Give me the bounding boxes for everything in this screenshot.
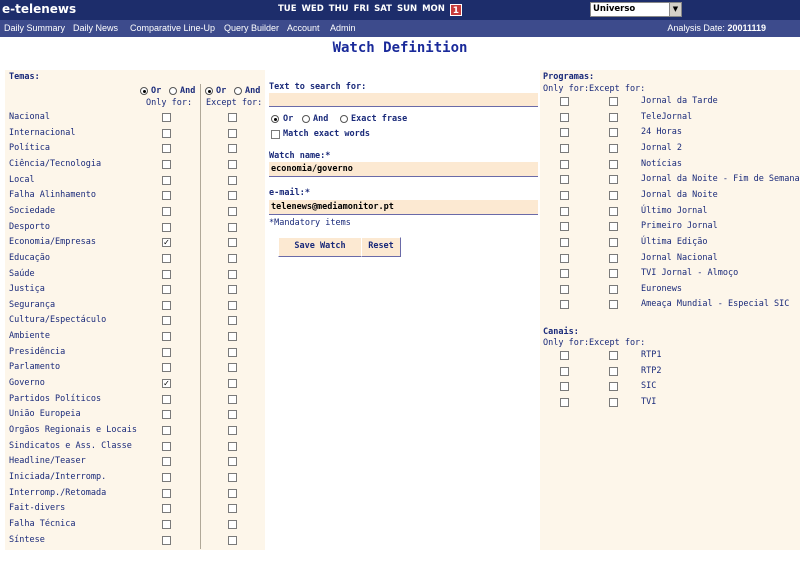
programa-label-jornal-nacional: Jornal Nacional <box>641 252 718 263</box>
programa-only-checkbox-ultimo-jornal[interactable] <box>560 207 569 216</box>
programas-heading: Programas: <box>543 72 595 82</box>
save-watch-button[interactable]: Save Watch <box>278 237 362 257</box>
programa-only-checkbox-euronews[interactable] <box>560 285 569 294</box>
programa-only-checkbox-24-horas[interactable] <box>560 128 569 137</box>
programa-except-checkbox-primeiro-jornal[interactable] <box>609 222 618 231</box>
tema-label-economia-empresas: Economia/Empresas <box>9 237 96 248</box>
top-bar <box>0 0 800 20</box>
tema-except-checkbox-politica[interactable] <box>228 144 237 153</box>
tema-only-checkbox-interromp-retomada[interactable] <box>162 489 171 498</box>
programa-except-checkbox-jornal-da-tarde[interactable] <box>609 97 618 106</box>
tema-except-checkbox-headline-teaser[interactable] <box>228 457 237 466</box>
tema-label-politica: Política <box>9 143 50 154</box>
tema-only-checkbox-headline-teaser[interactable] <box>162 457 171 466</box>
temas-only-and-radio[interactable] <box>169 87 177 95</box>
tema-label-headline-teaser: Headline/Teaser <box>9 456 86 467</box>
nav-query-builder[interactable]: Query Builder <box>224 23 280 33</box>
logo: e-telenews <box>2 2 77 16</box>
tema-except-checkbox-sintese[interactable] <box>228 536 237 545</box>
day-tue[interactable]: TUE <box>278 4 297 14</box>
programa-except-checkbox-tvi-jornal-almoco[interactable] <box>609 269 618 278</box>
email-input[interactable]: telenews@mediamonitor.pt <box>269 200 538 215</box>
programa-label-euronews: Euronews <box>641 283 682 294</box>
search-and-radio[interactable] <box>302 115 310 123</box>
temas-except-and-label: And <box>245 86 261 96</box>
canal-label-rtp2: RTP2 <box>641 365 662 376</box>
tema-label-justica: Justiça <box>9 284 45 295</box>
tema-label-uniao-europeia: União Europeia <box>9 409 81 420</box>
programa-label-telejornal: TeleJornal <box>641 111 693 122</box>
programa-label-jornal-2: Jornal 2 <box>641 142 682 153</box>
programa-except-checkbox-ultimo-jornal[interactable] <box>609 207 618 216</box>
tema-only-checkbox-nacional[interactable] <box>162 113 171 122</box>
tema-only-checkbox-uniao-europeia[interactable] <box>162 410 171 419</box>
canal-except-checkbox-rtp1[interactable] <box>609 351 618 360</box>
programa-only-checkbox-noticias[interactable] <box>560 160 569 169</box>
canal-only-checkbox-rtp1[interactable] <box>560 351 569 360</box>
programa-label-ultima-edicao: Última Edição <box>641 236 708 247</box>
programa-except-checkbox-euronews[interactable] <box>609 285 618 294</box>
temas-only-for-label: Only for: <box>146 98 193 108</box>
tema-label-interromp-retomada: Interromp./Retomada <box>9 487 107 498</box>
tema-label-ambiente: Ambiente <box>9 331 50 342</box>
tema-only-checkbox-iniciada-interromp[interactable] <box>162 473 171 482</box>
search-exact-radio[interactable] <box>340 115 348 123</box>
nav-admin[interactable]: Admin <box>330 23 356 33</box>
tema-label-falha-alinhamento: Falha Alinhamento <box>9 190 96 201</box>
programa-only-checkbox-tvi-jornal-almoco[interactable] <box>560 269 569 278</box>
tema-except-checkbox-fait-divers[interactable] <box>228 504 237 513</box>
programas-only-for-label: Only for: <box>543 84 590 94</box>
watch-name-label: Watch name:* <box>269 151 331 161</box>
programa-label-tvi-jornal-almoco: TVI Jornal - Almoço <box>641 268 739 279</box>
tema-except-checkbox-iniciada-interromp[interactable] <box>228 473 237 482</box>
canal-label-sic: SIC <box>641 381 657 392</box>
tema-except-checkbox-orgaos-regionais-e-locais[interactable] <box>228 426 237 435</box>
tema-label-iniciada-interromp: Iniciada/Interromp. <box>9 471 107 482</box>
tema-only-checkbox-sindicatos-e-ass-classe[interactable] <box>162 442 171 451</box>
programa-label-ameaca-mundial-especial-sic: Ameaça Mundial - Especial SIC <box>641 299 790 310</box>
tema-label-saude: Saúde <box>9 268 35 279</box>
mandatory-note: *Mandatory items <box>269 218 351 228</box>
temas-only-and-label: And <box>180 86 196 96</box>
tema-label-ciencia-tecnologia: Ciência/Tecnologia <box>9 158 102 169</box>
tema-only-checkbox-ambiente[interactable] <box>162 332 171 341</box>
tema-except-checkbox-ciencia-tecnologia[interactable] <box>228 160 237 169</box>
tema-except-checkbox-sindicatos-e-ass-classe[interactable] <box>228 442 237 451</box>
tema-only-checkbox-sociedade[interactable] <box>162 207 171 216</box>
universe-value: Universo <box>593 4 636 14</box>
tema-label-internacional: Internacional <box>9 127 76 138</box>
canal-label-rtp1: RTP1 <box>641 350 662 360</box>
temas-only-or-radio[interactable] <box>140 87 148 95</box>
tema-except-checkbox-falha-tecnica[interactable] <box>228 520 237 529</box>
canais-only-for-label: Only for: <box>543 338 590 348</box>
programa-except-checkbox-jornal-nacional[interactable] <box>609 254 618 263</box>
tema-except-checkbox-local[interactable] <box>228 176 237 185</box>
programa-label-jornal-da-tarde: Jornal da Tarde <box>641 96 718 106</box>
tema-only-checkbox-saude[interactable] <box>162 270 171 279</box>
calendar-icon[interactable]: 1 <box>450 4 462 16</box>
tema-label-nacional: Nacional <box>9 112 50 122</box>
tema-except-checkbox-saude[interactable] <box>228 270 237 279</box>
nav-comparative-lineup[interactable]: Comparative Line-Up <box>130 23 216 33</box>
tema-only-checkbox-fait-divers[interactable] <box>162 504 171 513</box>
tema-except-checkbox-justica[interactable] <box>228 285 237 294</box>
programa-except-checkbox-jornal-2[interactable] <box>609 144 618 153</box>
tema-only-checkbox-sintese[interactable] <box>162 536 171 545</box>
tema-label-sociedade: Sociedade <box>9 205 56 216</box>
canal-label-tvi: TVI <box>641 396 657 407</box>
programa-label-jornal-da-noite-fim-de-semana: Jornal da Noite - Fim de Semana <box>641 174 800 185</box>
tema-except-checkbox-uniao-europeia[interactable] <box>228 410 237 419</box>
programa-except-checkbox-noticias[interactable] <box>609 160 618 169</box>
programa-label-primeiro-jornal: Primeiro Jornal <box>641 221 718 232</box>
programa-only-checkbox-telejornal[interactable] <box>560 113 569 122</box>
tema-label-sintese: Síntese <box>9 534 45 545</box>
programas-except-for-label: Except for: <box>589 84 646 94</box>
programa-only-checkbox-jornal-nacional[interactable] <box>560 254 569 263</box>
canal-except-checkbox-rtp2[interactable] <box>609 367 618 376</box>
programa-only-checkbox-jornal-da-tarde[interactable] <box>560 97 569 106</box>
tema-label-local: Local <box>9 174 35 185</box>
nav-bar <box>0 20 800 37</box>
tema-only-checkbox-presidencia[interactable] <box>162 348 171 357</box>
nav-daily-news[interactable]: Daily News <box>73 23 119 33</box>
temas-only-or-label: Or <box>151 86 162 96</box>
analysis-date <box>667 23 766 33</box>
tema-only-checkbox-internacional[interactable] <box>162 129 171 138</box>
tema-label-sindicatos-e-ass-classe: Sindicatos e Ass. Classe <box>9 440 132 451</box>
tema-except-checkbox-ambiente[interactable] <box>228 332 237 341</box>
day-fri[interactable]: FRI <box>353 4 370 14</box>
text-search-input[interactable] <box>269 93 538 107</box>
tema-label-orgaos-regionais-e-locais: Orgãos Regionais e Locais <box>9 425 137 435</box>
tema-only-checkbox-justica[interactable] <box>162 285 171 294</box>
tema-label-partidos-politicos: Partidos Políticos <box>9 393 102 404</box>
canal-only-checkbox-sic[interactable] <box>560 382 569 391</box>
analysis-value: 20011119 <box>727 23 766 33</box>
tema-except-checkbox-partidos-politicos[interactable] <box>228 395 237 404</box>
nav-daily-summary[interactable]: Daily Summary <box>4 23 66 33</box>
tema-label-desporto: Desporto <box>9 221 50 232</box>
programa-label-jornal-da-noite: Jornal da Noite <box>641 189 718 200</box>
tema-except-checkbox-falha-alinhamento[interactable] <box>228 191 237 200</box>
tema-only-checkbox-falha-alinhamento[interactable] <box>162 191 171 200</box>
temas-except-and-radio[interactable] <box>234 87 242 95</box>
chevron-down-icon[interactable]: ▼ <box>669 3 681 16</box>
day-wed[interactable]: WED <box>301 4 324 14</box>
tema-except-checkbox-sociedade[interactable] <box>228 207 237 216</box>
programa-except-checkbox-jornal-da-noite-fim-de-semana[interactable] <box>609 175 618 184</box>
tema-label-falha-tecnica: Falha Técnica <box>9 518 76 529</box>
programa-only-checkbox-ultima-edicao[interactable] <box>560 238 569 247</box>
search-exact-label: Exact frase <box>351 114 408 124</box>
temas-divider <box>200 84 201 549</box>
tema-except-checkbox-interromp-retomada[interactable] <box>228 489 237 498</box>
tema-only-checkbox-falha-tecnica[interactable] <box>162 520 171 529</box>
programa-only-checkbox-jornal-da-noite[interactable] <box>560 191 569 200</box>
tema-except-checkbox-cultura-espectaculo[interactable] <box>228 316 237 325</box>
tema-label-cultura-espectaculo: Cultura/Espectáculo <box>9 315 107 326</box>
page-title: Watch Definition <box>332 40 468 56</box>
tema-except-checkbox-internacional[interactable] <box>228 129 237 138</box>
programa-only-checkbox-jornal-da-noite-fim-de-semana[interactable] <box>560 175 569 184</box>
programa-label-noticias: Notícias <box>641 158 682 169</box>
tema-except-checkbox-educacao[interactable] <box>228 254 237 263</box>
day-selector <box>278 4 467 16</box>
tema-label-fait-divers: Fait-divers <box>9 503 66 514</box>
tema-label-governo: Governo <box>9 378 45 389</box>
nav-account[interactable]: Account <box>287 23 320 33</box>
tema-label-educacao: Educação <box>9 252 50 263</box>
programa-except-checkbox-telejornal[interactable] <box>609 113 618 122</box>
programa-except-checkbox-ultima-edicao[interactable] <box>609 238 618 247</box>
tema-except-checkbox-presidencia[interactable] <box>228 348 237 357</box>
tema-only-checkbox-cultura-espectaculo[interactable] <box>162 316 171 325</box>
tema-only-checkbox-parlamento[interactable] <box>162 363 171 372</box>
day-thu[interactable]: THU <box>328 4 349 14</box>
temas-except-or-radio[interactable] <box>205 87 213 95</box>
tema-label-seguranca: Segurança <box>9 299 56 310</box>
day-sat[interactable]: SAT <box>374 4 392 14</box>
match-exact-checkbox[interactable] <box>271 130 280 139</box>
programa-only-checkbox-jornal-2[interactable] <box>560 144 569 153</box>
search-or-radio[interactable] <box>271 115 279 123</box>
canal-except-checkbox-tvi[interactable] <box>609 398 618 407</box>
programa-only-checkbox-primeiro-jornal[interactable] <box>560 222 569 231</box>
text-search-label: Text to search for: <box>269 82 367 92</box>
day-mon[interactable]: MON <box>422 4 445 14</box>
analysis-label: Analysis Date: <box>667 23 725 33</box>
tema-only-checkbox-politica[interactable] <box>162 144 171 153</box>
watch-name-input[interactable]: economia/governo <box>269 162 538 177</box>
tema-only-checkbox-orgaos-regionais-e-locais[interactable] <box>162 426 171 435</box>
tema-only-checkbox-partidos-politicos[interactable] <box>162 395 171 404</box>
tema-label-presidencia: Presidência <box>9 346 66 357</box>
tema-only-checkbox-desporto[interactable] <box>162 223 171 232</box>
tema-except-checkbox-parlamento[interactable] <box>228 363 237 372</box>
programa-except-checkbox-ameaca-mundial-especial-sic[interactable] <box>609 300 618 309</box>
tema-except-checkbox-seguranca[interactable] <box>228 301 237 310</box>
programa-only-checkbox-ameaca-mundial-especial-sic[interactable] <box>560 300 569 309</box>
tema-except-checkbox-nacional[interactable] <box>228 113 237 122</box>
programa-label-24-horas: 24 Horas <box>641 127 682 138</box>
tema-only-checkbox-educacao[interactable] <box>162 254 171 263</box>
canais-heading: Canais: <box>543 327 579 337</box>
tema-only-checkbox-seguranca[interactable] <box>162 301 171 310</box>
search-and-label: And <box>313 114 329 124</box>
programa-except-checkbox-jornal-da-noite[interactable] <box>609 191 618 200</box>
tema-only-checkbox-ciencia-tecnologia[interactable] <box>162 160 171 169</box>
search-or-label: Or <box>283 114 294 124</box>
tema-label-parlamento: Parlamento <box>9 362 61 373</box>
temas-except-for-label: Except for: <box>206 98 263 108</box>
temas-heading: Temas: <box>9 72 40 82</box>
tema-only-checkbox-governo[interactable]: ✓ <box>163 379 170 389</box>
programa-except-checkbox-24-horas[interactable] <box>609 128 618 137</box>
programa-label-ultimo-jornal: Último Jornal <box>641 205 708 216</box>
tema-except-checkbox-governo[interactable] <box>228 379 237 388</box>
canais-except-for-label: Except for: <box>589 338 646 348</box>
tema-except-checkbox-economia-empresas[interactable] <box>228 238 237 247</box>
reset-button[interactable]: Reset <box>361 237 401 257</box>
tema-only-checkbox-local[interactable] <box>162 176 171 185</box>
universe-select[interactable] <box>590 2 682 17</box>
temas-except-or-label: Or <box>216 86 227 96</box>
day-sun[interactable]: SUN <box>396 4 418 14</box>
match-exact-label: Match exact words <box>283 129 370 139</box>
email-label: e-mail:* <box>269 188 310 198</box>
canal-only-checkbox-rtp2[interactable] <box>560 367 569 376</box>
canal-only-checkbox-tvi[interactable] <box>560 398 569 407</box>
tema-only-checkbox-economia-empresas[interactable]: ✓ <box>163 238 170 248</box>
canal-except-checkbox-sic[interactable] <box>609 382 618 391</box>
tema-except-checkbox-desporto[interactable] <box>228 223 237 232</box>
